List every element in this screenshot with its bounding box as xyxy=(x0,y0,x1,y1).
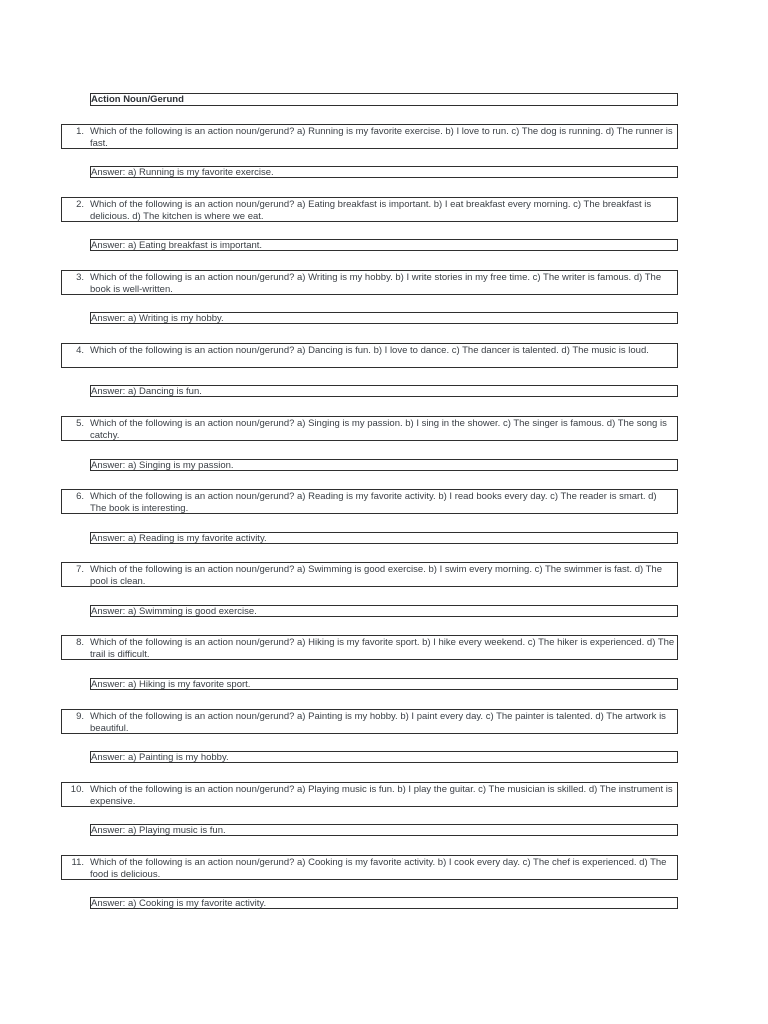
question-box xyxy=(61,270,678,295)
question-number: 1. xyxy=(76,126,84,137)
answer-text: Answer: a) Dancing is fun. xyxy=(91,386,202,397)
answer-text: Answer: a) Painting is my hobby. xyxy=(91,752,229,763)
question-box xyxy=(61,709,678,734)
answer-box xyxy=(90,239,678,251)
question-text: Which of the following is an action noun/gerund? a) Hiking is my favorite sport. b) I hike every weekend. c) The hiker is experienced. d) The trail is difficult. xyxy=(90,637,675,660)
question-text: Which of the following is an action noun/gerund? a) Eating breakfast is important. b) I eat breakfast every morning. c) The breakfast is delicious. d) The kitchen is where we eat. xyxy=(90,199,652,222)
question-text: Which of the following is an action noun/gerund? a) Running is my favorite exercise. b) I love to run. c) The dog is running. d) The runner is fast. xyxy=(90,126,673,149)
question-number: 10. xyxy=(70,784,84,795)
question-number: 5. xyxy=(76,418,84,429)
question-box xyxy=(61,782,678,807)
question-number: 8. xyxy=(76,637,84,648)
answer-text: Answer: a) Eating breakfast is important. xyxy=(91,240,263,251)
title-box xyxy=(90,93,678,106)
question-number: 4. xyxy=(76,345,84,356)
question-box xyxy=(61,197,678,222)
answer-box xyxy=(90,605,678,617)
answer-box xyxy=(90,166,678,178)
question-box xyxy=(61,489,678,514)
question-box xyxy=(61,855,678,880)
answer-text: Answer: a) Singing is my passion. xyxy=(91,460,234,471)
question-number: 6. xyxy=(76,491,84,502)
answer-box xyxy=(90,385,678,397)
question-text: Which of the following is an action noun/gerund? a) Dancing is fun. b) I love to dance. c) The dancer is talented. d) The music is loud. xyxy=(90,345,649,356)
page-title: Action Noun/Gerund xyxy=(91,94,184,105)
question-text: Which of the following is an action noun/gerund? a) Reading is my favorite activity. b) I read books every day. c) The reader is smart. d) The book is interesting. xyxy=(90,491,657,514)
question-box xyxy=(61,416,678,441)
answer-text: Answer: a) Running is my favorite exercise. xyxy=(91,167,274,178)
question-text: Which of the following is an action noun/gerund? a) Painting is my hobby. b) I paint every day. c) The painter is talented. d) The artwork is beautiful. xyxy=(90,711,666,734)
question-number: 2. xyxy=(76,199,84,210)
question-box xyxy=(61,124,678,149)
answer-box xyxy=(90,678,678,690)
answer-text: Answer: a) Hiking is my favorite sport. xyxy=(91,679,251,690)
question-text: Which of the following is an action noun/gerund? a) Writing is my hobby. b) I write stories in my free time. c) The writer is famous. d) The book is well-written. xyxy=(90,272,662,295)
question-text: Which of the following is an action noun/gerund? a) Playing music is fun. b) I play the guitar. c) The musician is skilled. d) The instrument is expensive. xyxy=(90,784,673,807)
answer-box xyxy=(90,897,678,909)
answer-box xyxy=(90,459,678,471)
question-text: Which of the following is an action noun/gerund? a) Singing is my passion. b) I sing in the shower. c) The singer is famous. d) The song is catchy. xyxy=(90,418,667,441)
question-number: 9. xyxy=(76,711,84,722)
answer-box xyxy=(90,312,678,324)
question-box xyxy=(61,635,678,660)
answer-text: Answer: a) Cooking is my favorite activity. xyxy=(91,898,267,909)
question-number: 3. xyxy=(76,272,84,283)
question-box xyxy=(61,343,678,368)
answer-text: Answer: a) Writing is my hobby. xyxy=(91,313,224,324)
answer-text: Answer: a) Swimming is good exercise. xyxy=(91,606,257,617)
question-number: 7. xyxy=(76,564,84,575)
answer-text: Answer: a) Playing music is fun. xyxy=(91,825,226,836)
answer-text: Answer: a) Reading is my favorite activity. xyxy=(91,533,267,544)
question-box xyxy=(61,562,678,587)
question-text: Which of the following is an action noun/gerund? a) Cooking is my favorite activity. b) I cook every day. c) The chef is experienced. d) The food is delicious. xyxy=(90,857,667,880)
answer-box xyxy=(90,532,678,544)
question-number: 11. xyxy=(71,857,84,868)
answer-box xyxy=(90,824,678,836)
question-text: Which of the following is an action noun/gerund? a) Swimming is good exercise. b) I swim every morning. c) The swimmer is fast. d) The pool is clean. xyxy=(90,564,662,587)
answer-box xyxy=(90,751,678,763)
